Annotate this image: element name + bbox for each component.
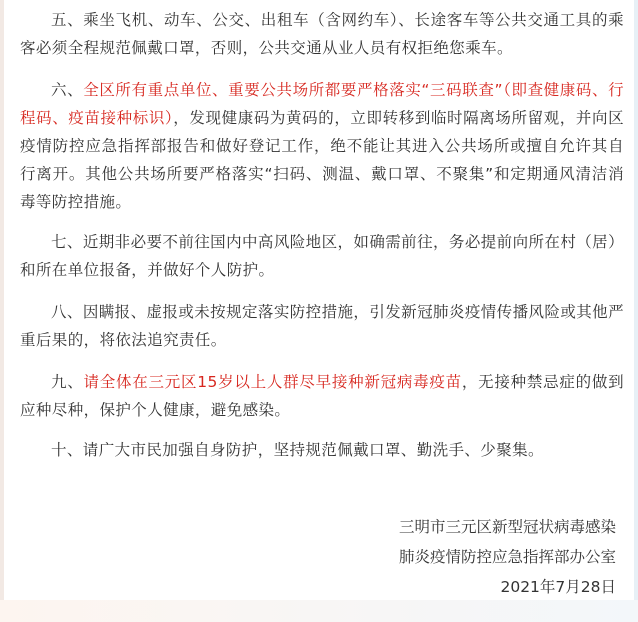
paragraph-item-9: [20, 368, 624, 424]
paragraph-item-7: [20, 228, 624, 284]
paragraph-text: 七、近期非必要不前往国内中高风险地区，如确需前往，务必提前向所在村（居）和所在单位报备，并做好个人防护。: [20, 233, 624, 279]
highlighted-text: 全区所有重点单位、重要公共场所都要严格落实“三码联查”（即查健康码、行程码、疫苗接种标识）: [20, 81, 624, 127]
paragraph-item-5: [20, 6, 624, 62]
signature-block: [399, 512, 616, 602]
paragraph-text: 八、因瞒报、虚报或未按规定落实防控措施，引发新冠肺炎疫情传播风险或其他严重后果的，将依法追究责任。: [20, 303, 624, 349]
signature-org-line1: 三明市三元区新型冠状病毒感染: [398, 518, 616, 536]
paragraph-item-10: [20, 436, 624, 464]
highlighted-text: 请全体在三元区15岁以上人群尽早接种新冠病毒疫苗: [83, 373, 462, 391]
paragraph-item-8: [20, 298, 624, 354]
paragraph-text: ，无接种禁忌症的做到应种尽种，保护个人健康，避免感染。: [20, 373, 624, 419]
paragraph-text: ，发现健康码为黄码的，立即转移到临时隔离场所留观，并向区疫情防控应急指挥部报告和做好登记工作，绝不能让其进入公共场所或擅自允许其自行离开。其他公共场所要严格落实“扫码、测温、戴口罩、不聚集”和定期通风清洁消毒等防控措施。: [20, 109, 624, 211]
paragraph-text: 九、: [51, 373, 84, 391]
paragraph-text: 十、请广大市民加强自身防护，坚持规范佩戴口罩、勤洗手、少聚集。: [51, 441, 544, 459]
decorative-bottom-band: [0, 600, 638, 622]
signature-date: 2021年7月28日: [500, 578, 616, 596]
paragraph-text: 五、乘坐飞机、动车、公交、出租车（含网约车）、长途客车等公共交通工具的乘客必须全程规范佩戴口罩，否则，公共交通从业人员有权拒绝您乘车。: [20, 11, 624, 57]
signature-org-line2: 肺炎疫情防控应急指挥部办公室: [398, 548, 616, 566]
paragraph-item-6: [20, 76, 624, 216]
paragraph-text: 六、: [51, 81, 84, 99]
